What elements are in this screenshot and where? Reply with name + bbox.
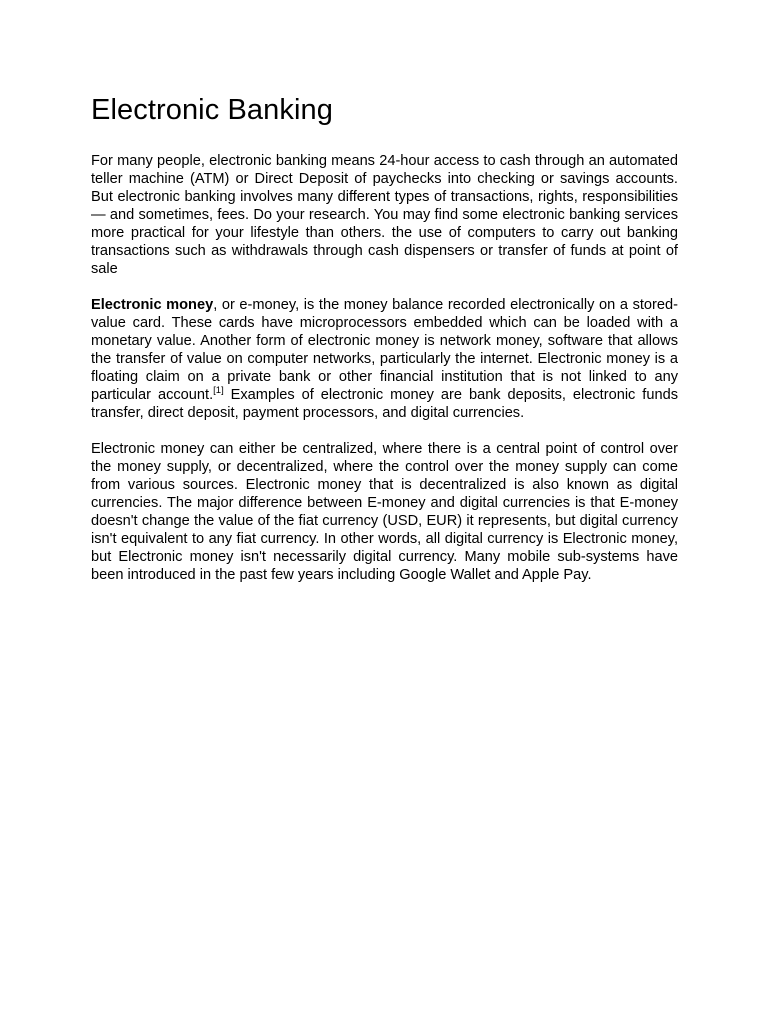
document-page xyxy=(91,90,678,602)
paragraph-text-before-citation: , or e-money, is the money balance recorded electronically on a stored-value card. These cards have microprocessors embedded which can be loaded with a monetary value. Another form of electronic money is network money, software that allows the transfer of value on computer networks, particularly the internet. Electronic money is a floating claim on a private bank or other financial institution that is not linked to any particular account. xyxy=(91,297,679,403)
page-title: Electronic Banking xyxy=(91,94,333,126)
citation-link[interactable]: [1] xyxy=(213,385,224,397)
term-electronic-money: Electronic money xyxy=(91,297,214,313)
paragraph-text-after-citation: Examples of electronic money are bank deposits, electronic funds transfer, direct deposit, payment processors, and digital currencies. xyxy=(91,387,678,421)
paragraph-intro: For many people, electronic banking means 24-hour access to cash through an automated teller machine (ATM) or Direct Deposit of paychecks into checking or savings accounts. But electronic banking involves many different types of transactions, rights, responsibilities — and sometimes, fees. Do your research. You may find some electronic banking services more practical for your lifestyle than others. the use of computers to carry out banking transactions such as withdrawals through cash dispensers or transfer of funds at point of sale xyxy=(91,153,678,277)
paragraph-electronic-money xyxy=(91,296,678,422)
paragraph-centralized: Electronic money can either be centralized, where there is a central point of control over the money supply, or decentralized, where the control over the money supply can come from various sources. Electronic money that is decentralized is also known as digital currencies. The major difference between E-money and digital currencies is that E-money doesn't change the value of the fiat currency (USD, EUR) it represents, but digital currency isn't equivalent to any fiat currency. In other words, all digital currency is Electronic money, but Electronic money isn't necessarily digital currency. Many mobile sub-systems have been introduced in the past few years including Google Wallet and Apple Pay. xyxy=(91,441,678,583)
